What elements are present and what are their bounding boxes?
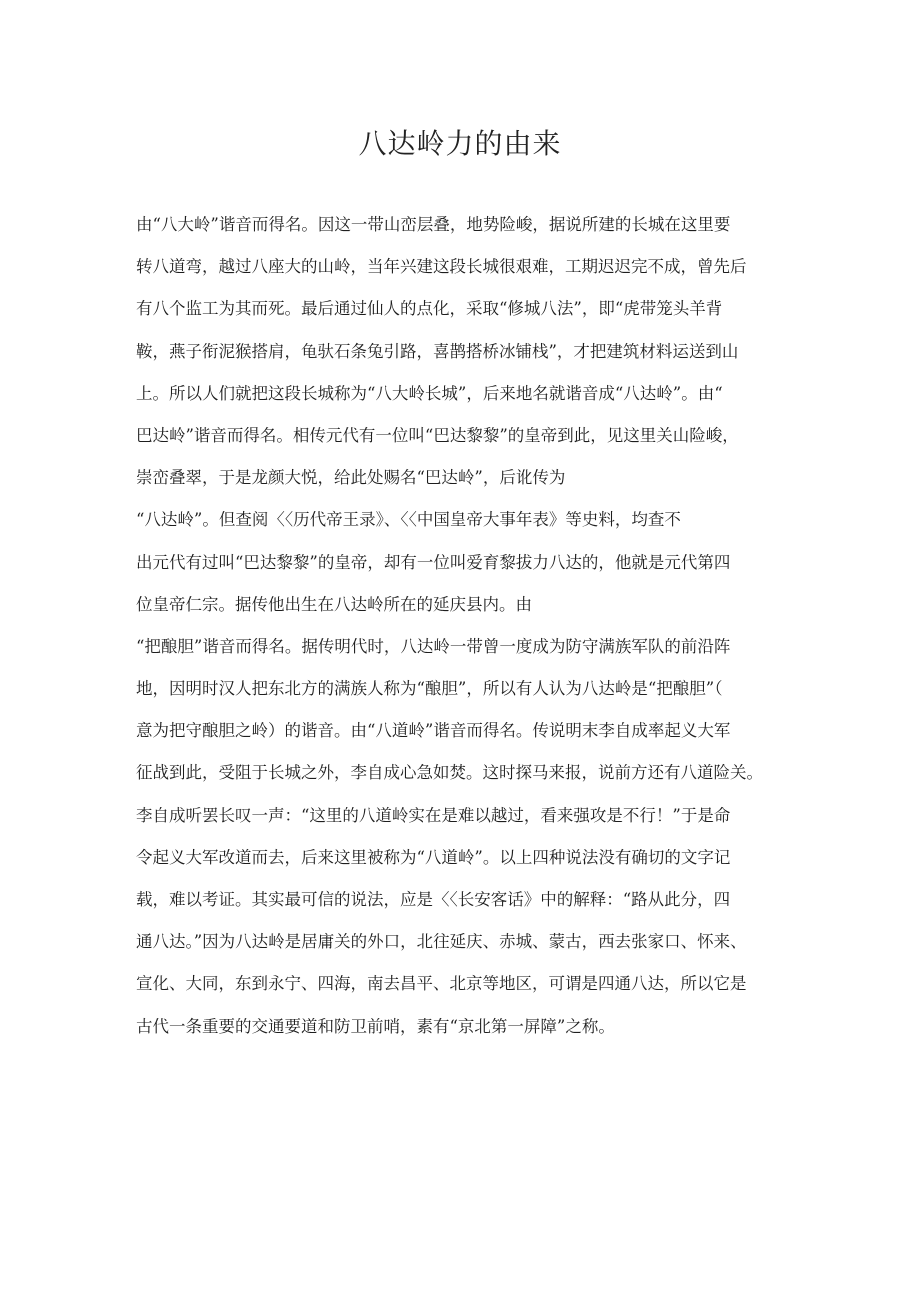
body-line: 由“八大岭”谐音而得名。因这一带山峦层叠，地势险峻，据说所建的长城在这里要 <box>136 215 731 234</box>
body-line: 崇峦叠翠，于是龙颜大悦，给此处赐名“巴达岭”，后讹传为 <box>136 468 566 488</box>
body-line: 征战到此，受阻于长城之外，李自成心急如焚。这时探马来报，说前方还有八道险关。 <box>136 763 763 783</box>
document-title: 八达岭力的由来 <box>358 127 562 160</box>
body-line: 地，因明时汉人把东北方的满族人称为“酿胆”，所以有人认为八达岭是“把酿胆”（ <box>136 679 723 699</box>
body-line: 李自成听罢长叹一声：“这里的八道岭实在是难以越过，看来强攻是不行！”于是命 <box>136 805 731 825</box>
body-line: 载，难以考证。其实最可信的说法，应是〈〈长安客话》中的解释：“路从此分，四 <box>136 890 731 909</box>
body-line: 上。所以人们就把这段长城称为“八大岭长城”，后来地名就谐音成“八达岭”。由“ <box>136 383 723 403</box>
document-body <box>136 204 796 1048</box>
body-line: 古代一条重要的交通要道和防卫前哨，素有“京北第一屏障”之称。 <box>136 1016 615 1036</box>
body-line: 鞍，燕子衔泥猴搭肩，龟驮石条兔引路，喜鹊搭桥冰铺栈”，才把建筑材料运送到山 <box>136 341 739 361</box>
body-line: 意为把守酿胆之岭）的谐音。由“八道岭”谐音而得名。传说明末李自成率起义大军 <box>136 721 731 741</box>
body-line: 宣化、大同，东到永宁、四海，南去昌平、北京等地区，可谓是四通八达，所以它是 <box>136 974 747 994</box>
body-line: “把酿胆”谐音而得名。据传明代时，八达岭一带曾一度成为防守满族军队的前沿阵 <box>136 636 731 656</box>
body-line: 有八个监工为其而死。最后通过仙人的点化，采取“修城八法”，即“虎带笼头羊背 <box>136 299 723 319</box>
body-line: 巴达岭”谐音而得名。相传元代有一位叫“巴达黎黎”的皇帝到此，见这里关山险峻， <box>136 425 739 445</box>
body-line: 通八达。”因为八达岭是居庸关的外口，北往延庆、赤城、蒙古，西去张家口、怀来、 <box>136 932 747 952</box>
body-line: 令起义大军改道而去，后来这里被称为“八道岭”。以上四种说法没有确切的文字记 <box>136 847 731 867</box>
body-line: 出元代有过叫“巴达黎黎”的皇帝，却有一位叫爱育黎拔力八达的，他就是元代第四 <box>136 552 731 572</box>
body-line: “八达岭”。但查阅〈〈历代帝王录》、〈〈中国皇帝大事年表》等史料，均查不 <box>136 510 681 530</box>
body-line: 位皇帝仁宗。据传他出生在八达岭所在的延庆县内。由 <box>136 594 532 614</box>
body-line: 转八道弯，越过八座大的山岭，当年兴建这段长城很艰难，工期迟迟完不成，曾先后 <box>136 257 747 277</box>
